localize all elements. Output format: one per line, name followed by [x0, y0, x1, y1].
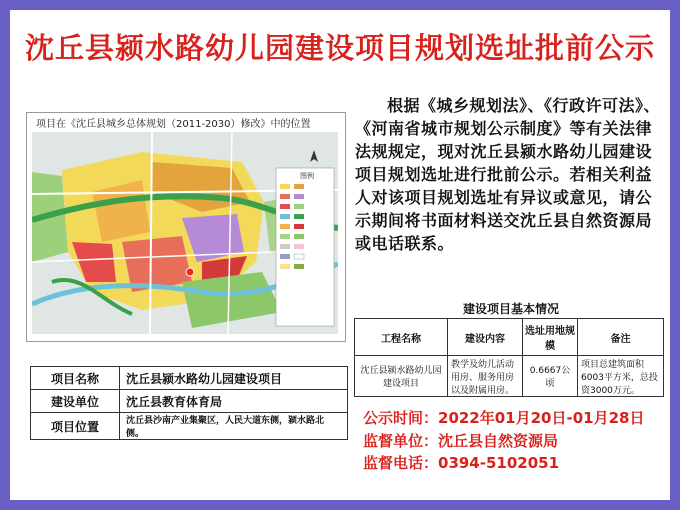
info-value: 沈丘县教育体育局: [120, 390, 348, 413]
intro-paragraph: 根据《城乡规划法》、《行政许可法》、《河南省城市规划公示制度》等有关法律法规规定，现对沈丘县颍水路幼儿园建设项目规划选址进行批前公示。若相关利益人对该项目规划选址有异议或意见，请公示期间将书面材料送交沈丘县自然资源局或电话联系。: [355, 96, 661, 253]
table-header: 选址用地规模: [523, 319, 578, 356]
basic-info-table: [354, 318, 664, 397]
table-row: [31, 367, 348, 390]
table-header: 备注: [578, 319, 664, 356]
planning-map: [32, 132, 338, 334]
info-key: 项目名称: [31, 367, 120, 390]
table-cell: 教学及幼儿活动用房、服务用房以及附属用房。: [448, 356, 523, 397]
page-title: 沈丘县颍水路幼儿园建设项目规划选址批前公示: [24, 31, 655, 65]
basic-info-title: 建设项目基本情况: [462, 302, 559, 316]
table-cell: 0.6667公顷: [523, 356, 578, 397]
table-cell: 沈丘县颍水路幼儿园建设项目: [355, 356, 448, 397]
table-row: [355, 356, 664, 397]
table-header-row: [355, 319, 664, 356]
table-row: [31, 390, 348, 413]
table-cell: 项目总建筑面积6003平方米，总投资3000万元。: [578, 356, 664, 397]
table-header: 建设内容: [448, 319, 523, 356]
publicity-time: 公示时间：2022年01月20日-01月28日: [363, 409, 645, 427]
map-caption: 项目在《沈丘县城乡总体规划（2011-2030）修改》中的位置: [36, 119, 311, 130]
info-value: 沈丘县颍水路幼儿园建设项目: [120, 367, 348, 390]
supervisor-unit: 监督单位：沈丘县自然资源局: [363, 432, 559, 450]
table-header: 工程名称: [355, 319, 448, 356]
map-legend-title: 图例: [300, 172, 314, 180]
project-info-table: [30, 366, 348, 440]
info-value: 沈丘县沙南产业集聚区，人民大道东侧，颍水路北侧。: [120, 413, 348, 440]
supervisor-phone: 监督电话：0394-5102051: [363, 454, 560, 472]
table-row: [31, 413, 348, 440]
info-key: 建设单位: [31, 390, 120, 413]
info-key: 项目位置: [31, 413, 120, 440]
